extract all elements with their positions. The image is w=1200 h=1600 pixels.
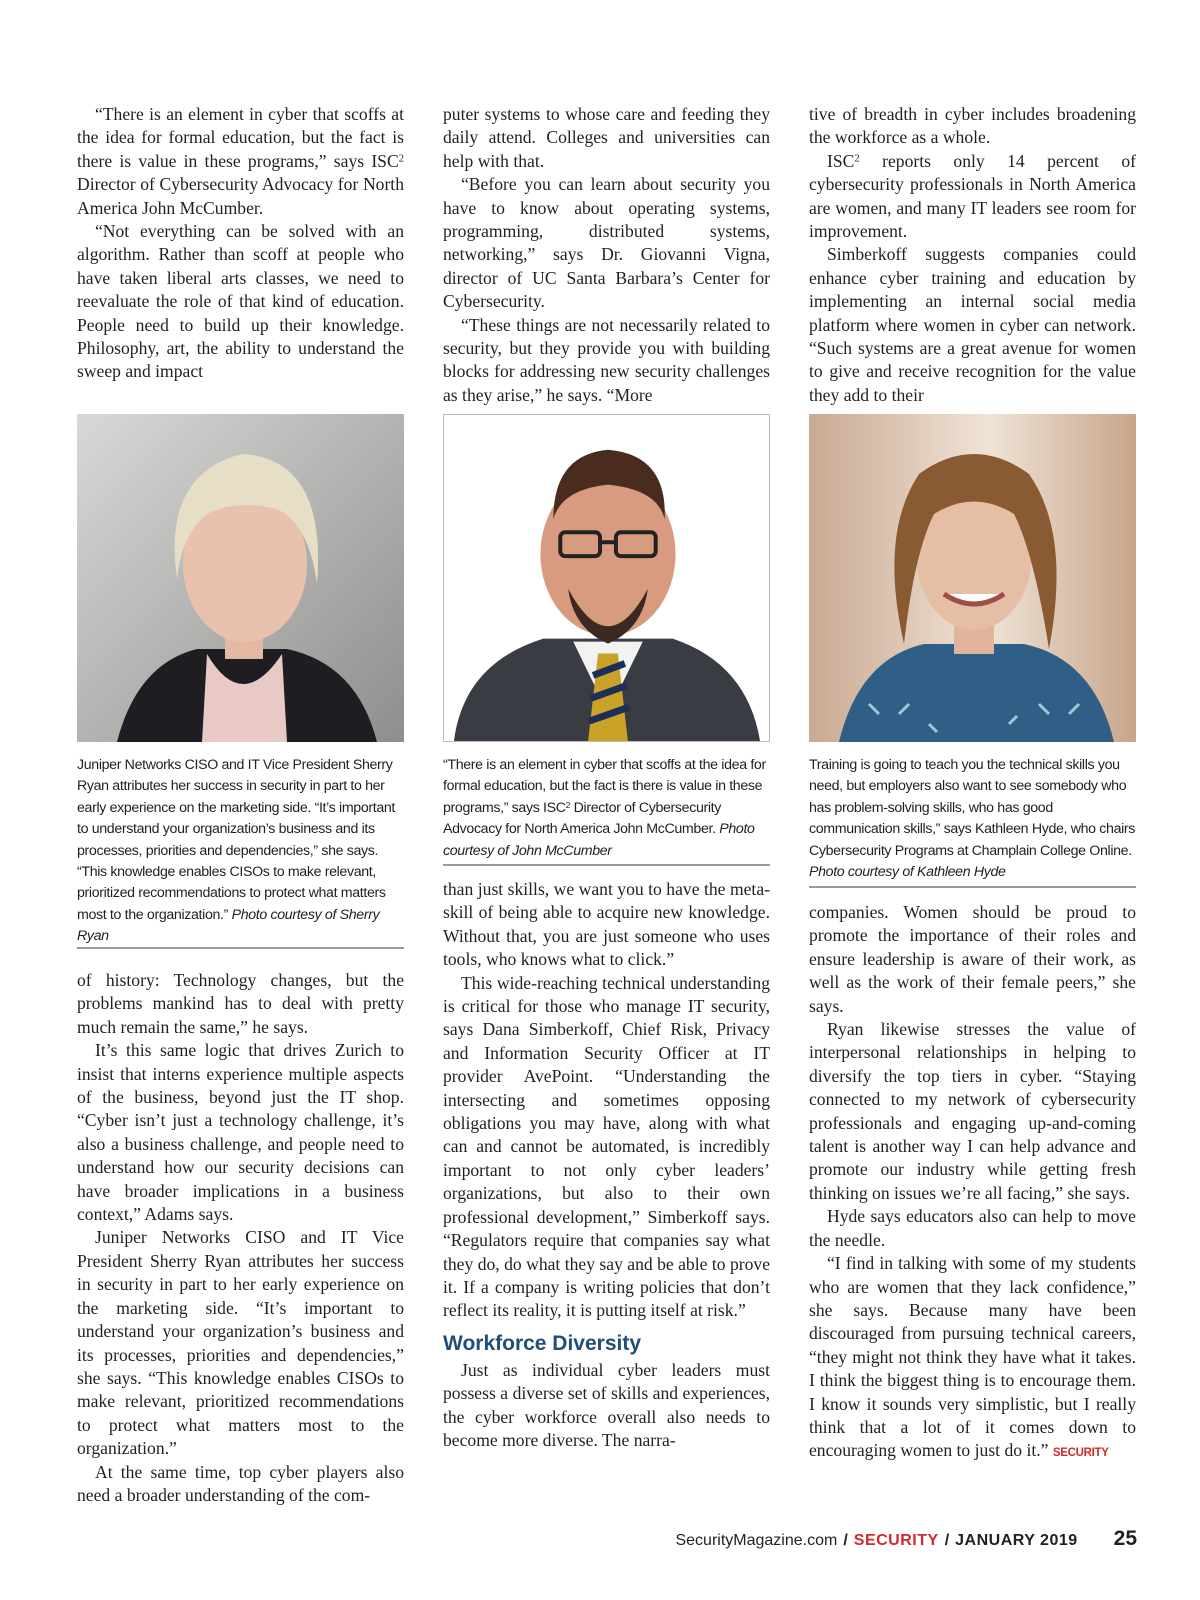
column-2-top-text xyxy=(443,103,770,407)
paragraph: companies. Women should be proud to promote the importance of their roles and ensure leadership is aware of their work, as well as the work of their female peers,” she says. xyxy=(809,902,1136,1016)
footer-brand: SECURITY xyxy=(853,1532,939,1549)
column-3-bottom-text xyxy=(809,901,1136,1466)
photo-john-mccumber xyxy=(443,414,770,742)
paragraph: “I find in talking with some of my students who are women that they lack confidence,” she says. Because many have been discouraged from pursuing technical careers, “they might not think they have what it takes. I think the biggest thing is to encourage them. I know it sounds very simplistic, but I really think that a lot of it comes down to encouraging women to just do it.” SECURITY xyxy=(809,1253,1136,1461)
paragraph: ISC$^2$ reports only 14 percent of cybersecurity professionals in North America are women, and many IT leaders see room for improvement. xyxy=(809,150,1136,242)
paragraph: At the same time, top cyber players also need a broader understanding of the com- xyxy=(77,1461,404,1505)
caption-divider xyxy=(809,886,1136,888)
paragraph: “Before you can learn about security you have to know about operating systems, programming, distributed systems, networking,” says Dr. Giovanni Vigna, director of UC Santa Barbara’s Center for Cybersecurity. xyxy=(443,174,770,312)
caption-john-mccumber: “There is an element in cyber that scoffs at the idea for formal education, but the fact is there is value in these programs,” says ISC$^2$ Director of Cybersecurity Advocacy for North America John McCumber. Photo courtesy of John McCumber xyxy=(443,757,766,859)
paragraph: This wide-reaching technical understanding is critical for those who manage IT security, says Dana Simberkoff, Chief Risk, Privacy and Information Security Officer at IT provider AvePoint. “Understanding the intersecting and sometimes opposing obligations you may have, along with what can and cannot be automated, is incredibly important to not only cyber leaders’ organizations, but also to their own professional development,” Simberkoff says. “Regulators require that companies say what they do, do what they say and be able to prove it. If a company is writing policies that don’t reflect its reality, it is putting itself at risk.” xyxy=(443,972,770,1321)
footer-issue-date: JANUARY 2019 xyxy=(955,1532,1078,1549)
caption-kathleen-hyde: Training is going to teach you the technical skills you need, but employers also want to see somebody who has problem-solving skills, who has good communication skills,” says Kathleen Hyde, who chairs Cybersecurity Programs at Champlain College Online. Photo courtesy of Kathleen Hyde xyxy=(809,757,1136,881)
paragraph: than just skills, we want you to have the meta-skill of being able to acquire new knowledge. Without that, you are just someone who uses tools, who knows what to click.” xyxy=(443,879,770,970)
photo-sherry-ryan xyxy=(77,414,404,742)
paragraph: tive of breadth in cyber includes broadening the workforce as a whole. xyxy=(809,104,1136,148)
paragraph: Just as individual cyber leaders must possess a diverse set of skills and experiences, the cyber workforce overall also needs to become more diverse. The narra- xyxy=(443,1359,770,1450)
photo-kathleen-hyde xyxy=(809,414,1136,742)
footer-separator: / xyxy=(843,1532,848,1549)
paragraph: “Not everything can be solved with an algorithm. Rather than scoff at people who have taken liberal arts classes, we need to reevaluate the role of that kind of education. People need to build up their knowledge. Philosophy, art, the ability to understand the sweep and impact xyxy=(77,221,404,382)
caption-sherry-ryan: Juniper Networks CISO and IT Vice President Sherry Ryan attributes her success in security in part to her early experience on the marketing side. “It’s important to understand your organization’s business and its processes, priorities and dependencies,” she says. “This knowledge enables CISOs to make relevant, prioritized recommendations to protect what matters most to the organization.” Photo courtesy of Sherry Ryan xyxy=(77,757,396,945)
column-2-bottom-text xyxy=(443,878,770,1452)
paragraph: of history: Technology changes, but the problems mankind has to deal with pretty much remain the same,” he says. xyxy=(77,970,404,1037)
page-footer xyxy=(675,1527,1137,1551)
paragraph: Hyde says educators also can help to move the needle. xyxy=(809,1206,1136,1250)
section-heading-workforce-diversity: Workforce Diversity xyxy=(443,1331,642,1355)
paragraph: “There is an element in cyber that scoffs at the idea for formal education, but the fact is there is value in these programs,” says ISC$^2$ Director of Cybersecurity Advocacy for North America John McCumber. xyxy=(77,104,404,218)
column-3-top-text xyxy=(809,103,1136,407)
footer-site: SecurityMagazine.com xyxy=(675,1532,838,1549)
footer-separator: / xyxy=(944,1532,950,1549)
paragraph: puter systems to whose care and feeding they daily attend. Colleges and universities can help with that. xyxy=(443,104,770,171)
column-1-bottom-text xyxy=(77,969,404,1507)
column-1-top-text xyxy=(77,103,404,384)
security-signoff: SECURITY xyxy=(1052,1447,1109,1460)
paragraph: Juniper Networks CISO and IT Vice President Sherry Ryan attributes her success in security in part to her early experience on the marketing side. “It’s important to understand your organization’s business and its processes, priorities and dependencies,” she says. “This knowledge enables CISOs to make relevant, prioritized recommendations to protect what matters most to the organization.” xyxy=(77,1227,404,1459)
paragraph: “These things are not necessarily related to security, but they provide you with building blocks for addressing new security challenges as they arise,” he says. “More xyxy=(443,314,770,405)
paragraph: Simberkoff suggests companies could enhance cyber training and education by implementing an internal social media platform where women in cyber can network. “Such systems are a great avenue for women to give and receive recognition for the value they add to their xyxy=(809,244,1136,405)
paragraph: Ryan likewise stresses the value of interpersonal relationships in helping to diversify the top tiers in cyber. “Staying connected to my network of cybersecurity professionals and engaging up-and-coming talent is another way I can help advance and promote our industry while getting fresh thinking on issues we’re all facing,” she says. xyxy=(809,1019,1136,1203)
page-number: 25 xyxy=(1113,1527,1137,1550)
caption-divider xyxy=(443,864,770,866)
paragraph: It’s this same logic that drives Zurich to insist that interns experience multiple aspects of the business, beyond just the IT shop. “Cyber isn’t just a technology challenge, it’s also a business challenge, and people need to understand how our security decisions can have broader implications in a business context,” Adams says. xyxy=(77,1040,404,1225)
caption-divider xyxy=(77,947,404,949)
